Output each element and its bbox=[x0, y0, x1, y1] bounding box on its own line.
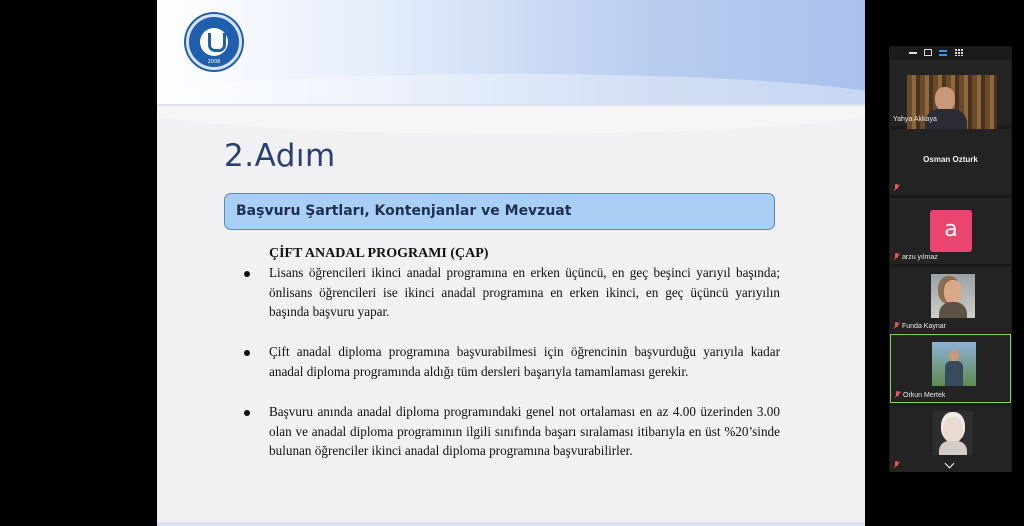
participant-name: Yahya Akkaya bbox=[893, 116, 937, 123]
participant-name-center: Osman Ozturk bbox=[923, 155, 978, 164]
shared-slide bbox=[157, 0, 865, 526]
participant-video bbox=[933, 411, 973, 455]
mic-muted-icon bbox=[893, 322, 900, 330]
participant-name: arzu yılmaz bbox=[902, 254, 938, 261]
participant-tile[interactable] bbox=[890, 60, 1011, 126]
gallery-view-icon[interactable] bbox=[955, 49, 963, 56]
participant-panel bbox=[889, 46, 1012, 472]
participant-name: Funda Kaynar bbox=[902, 323, 946, 330]
panel-toolbar bbox=[889, 46, 1012, 59]
bullet-dot bbox=[244, 410, 250, 416]
program-title: ÇİFT ANADAL PROGRAMI (ÇAP) bbox=[269, 246, 489, 261]
university-logo bbox=[186, 14, 242, 70]
logo-emblem bbox=[200, 28, 228, 56]
participant-name: Orkun Mertek bbox=[903, 392, 946, 399]
participant-video bbox=[932, 342, 976, 386]
face bbox=[935, 87, 955, 111]
participant-tile[interactable] bbox=[890, 198, 1011, 264]
mic-muted-icon bbox=[893, 461, 900, 469]
participant-video bbox=[931, 274, 975, 318]
participant-tile[interactable] bbox=[890, 267, 1011, 333]
bullet-text: Lisans öğrencileri ikinci anadal programına en erken üçüncü, en geç beşinci yarıyıl başında; önlisans öğrencileri ise ikinci anadal programına en erken ikinci, en geç üçüncü yarıyılın başında başvuru yapar. bbox=[269, 265, 780, 319]
participant-tile[interactable] bbox=[890, 129, 1011, 195]
restore-icon[interactable] bbox=[924, 49, 932, 56]
minimize-icon[interactable] bbox=[909, 49, 917, 56]
slide-header bbox=[157, 0, 865, 106]
mic-muted-icon bbox=[893, 253, 900, 261]
mic-muted-icon bbox=[894, 391, 901, 399]
bullet-dot bbox=[244, 271, 250, 277]
mic-muted-icon bbox=[893, 184, 900, 192]
bullet-dot bbox=[244, 350, 250, 356]
participant-tile-active[interactable] bbox=[890, 334, 1011, 403]
logo-year: 2008 bbox=[207, 59, 221, 65]
section-banner-text: Başvuru Şartları, Kontenjanlar ve Mevzuat bbox=[236, 203, 572, 219]
bullet-text: Başvuru anında anadal diploma programındaki genel not ortalaması en az 4.00 üzerinden 3.00 olan ve anadal diploma programının ilgili sınıfında başarı sıralaması itibarıyla en üst %20’sinde bulunan öğrenciler ikinci anadal diploma programına başvurabilirler. bbox=[269, 404, 780, 458]
section-banner bbox=[224, 193, 775, 230]
speaker-view-icon[interactable] bbox=[939, 49, 947, 56]
avatar: a bbox=[930, 210, 972, 252]
slide-footer bbox=[157, 522, 865, 526]
slide-title: 2.Adım bbox=[224, 138, 336, 174]
bullet-text: Çift anadal diploma programına başvurabilmesi için öğrencinin başvurduğu yarıyıla kadar anadal diploma programında aldığı tüm dersleri başarıyla tamamlaması gerekir. bbox=[269, 344, 780, 379]
